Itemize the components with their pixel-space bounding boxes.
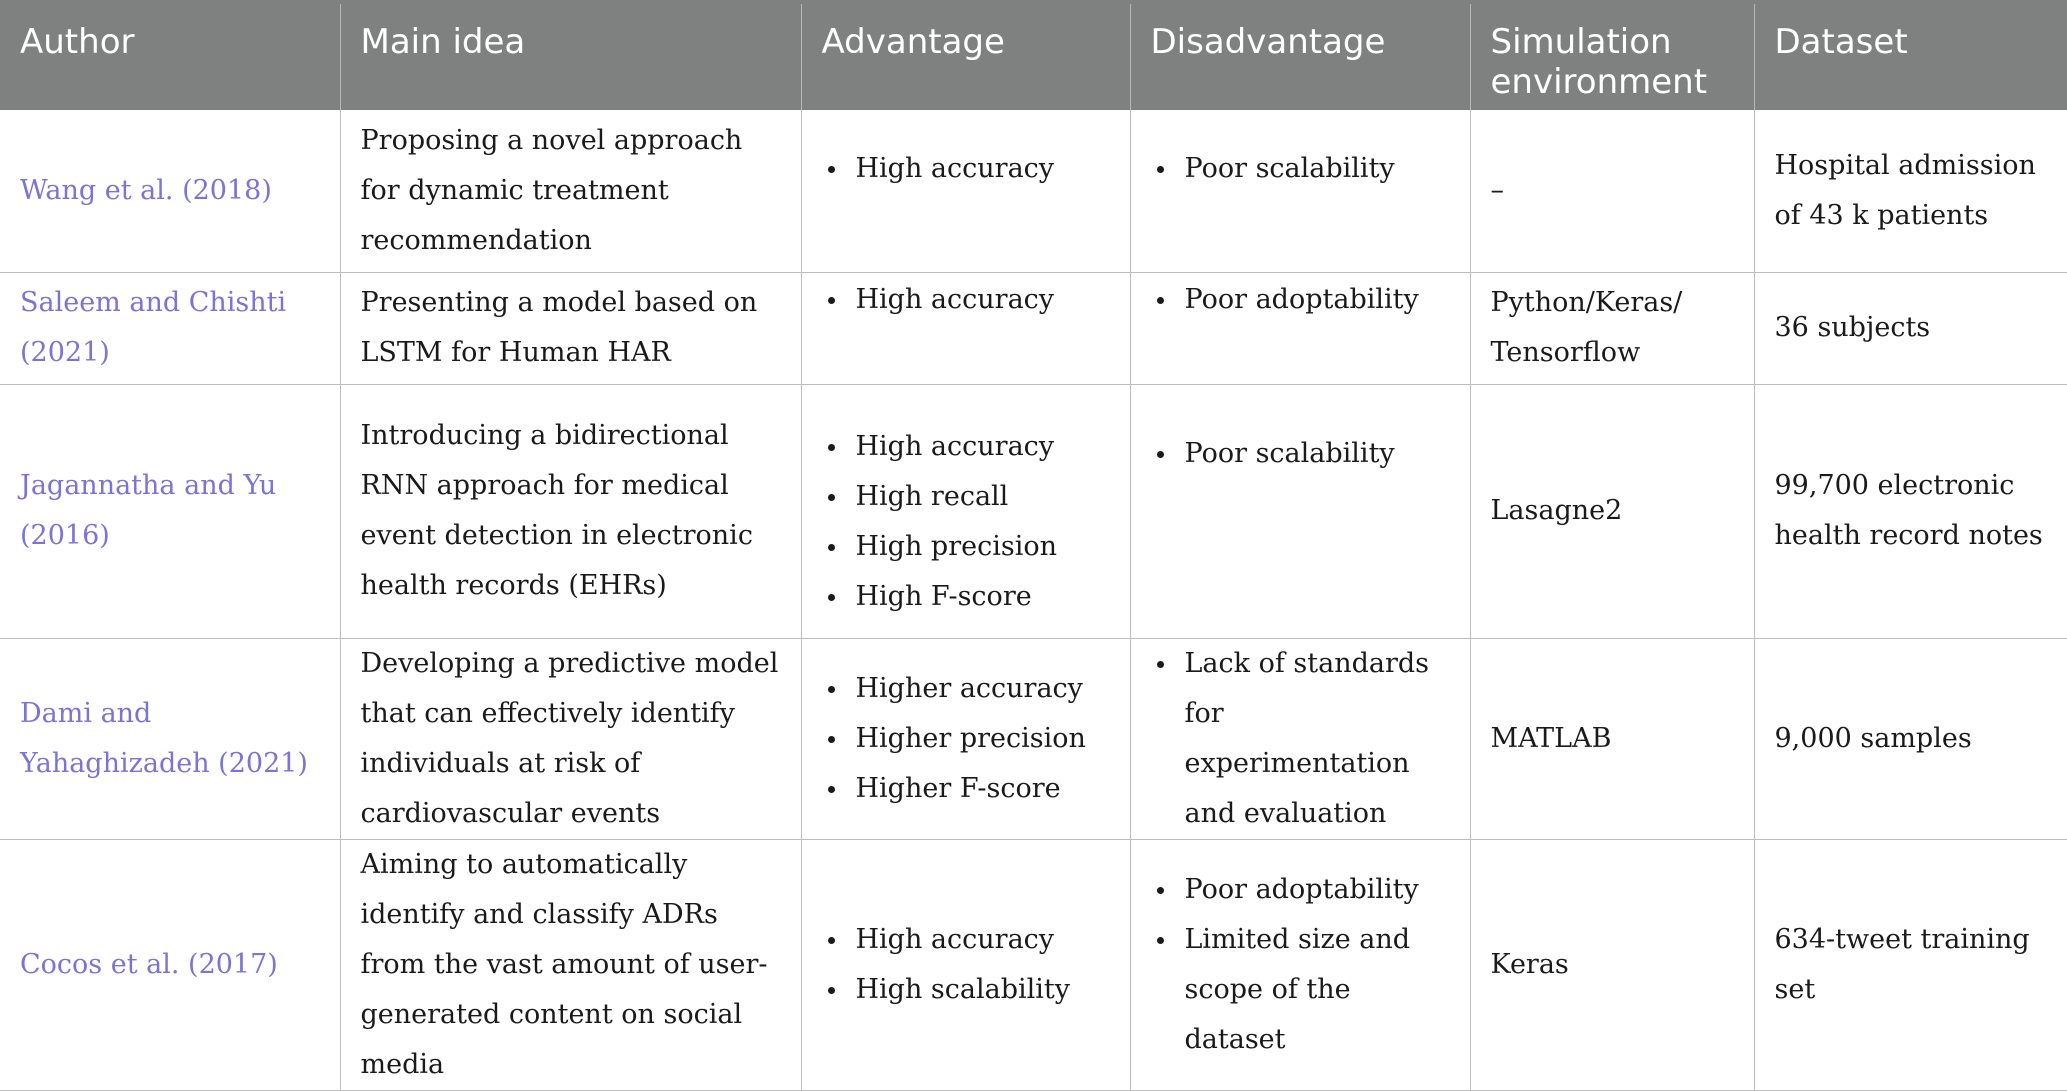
advantage-list [822, 275, 1110, 325]
disadvantage-cell [1130, 384, 1470, 638]
advantage-item: High accuracy [822, 422, 1110, 472]
advantage-item: High precision [822, 522, 1110, 572]
main-idea-cell: Proposing a novel approach for dynamic treatment recommendation [340, 110, 801, 272]
advantage-item: High scalability [822, 965, 1110, 1015]
dataset-cell: 634-tweet training set [1754, 839, 2067, 1090]
advantage-item: High accuracy [822, 915, 1110, 965]
disadvantage-cell [1130, 110, 1470, 272]
advantage-list [822, 664, 1110, 814]
disadvantage-cell [1130, 272, 1470, 384]
dataset-cell: 36 subjects [1754, 272, 2067, 384]
disadvantage-item: Poor scalability [1151, 144, 1450, 194]
environment-cell: Python/Keras/ Tensorflow [1470, 272, 1754, 384]
header-dataset: Dataset [1754, 2, 2067, 110]
advantage-item: Higher precision [822, 714, 1110, 764]
advantage-list [822, 422, 1110, 622]
advantage-list [822, 144, 1110, 194]
environment-cell: Keras [1470, 839, 1754, 1090]
author-cell[interactable] [0, 384, 340, 638]
author-cell[interactable] [0, 110, 340, 272]
main-idea-cell: Introducing a bidirectional RNN approach for medical event detection in electronic health records (EHRs) [340, 384, 801, 638]
main-idea-cell: Developing a predictive model that can effectively identify individuals at risk of cardiovascular events [340, 638, 801, 839]
table-row [0, 384, 2067, 638]
header-advantage: Advantage [801, 2, 1130, 110]
advantage-cell [801, 839, 1130, 1090]
disadvantage-item: Poor adoptability [1151, 865, 1450, 915]
table-row [0, 839, 2067, 1090]
advantage-item: Higher accuracy [822, 664, 1110, 714]
header-disadvantage: Disadvantage [1130, 2, 1470, 110]
advantage-cell [801, 110, 1130, 272]
author-link[interactable]: Cocos et al. (2017) [20, 948, 278, 980]
disadvantage-list [1151, 144, 1450, 194]
advantage-item: High accuracy [822, 275, 1110, 325]
disadvantage-list [1151, 429, 1450, 479]
advantage-item: Higher F-score [822, 764, 1110, 814]
author-link[interactable]: Wang et al. (2018) [20, 174, 272, 206]
table-row [0, 638, 2067, 839]
author-link[interactable]: Jagannatha and Yu (2016) [20, 470, 277, 551]
main-idea-cell: Aiming to automatically identify and classify ADRs from the vast amount of user-generated content on social media [340, 839, 801, 1090]
advantage-item: High accuracy [822, 144, 1110, 194]
main-idea-cell: Presenting a model based on LSTM for Human HAR [340, 272, 801, 384]
advantage-list [822, 915, 1110, 1015]
header-author: Author [0, 2, 340, 110]
environment-cell: – [1470, 110, 1754, 272]
table-body [0, 110, 2067, 1090]
disadvantage-item: Poor scalability [1151, 429, 1450, 479]
disadvantage-item: Poor adoptability [1151, 275, 1450, 325]
advantage-cell [801, 638, 1130, 839]
author-link[interactable]: Saleem and Chishti (2021) [20, 287, 287, 368]
disadvantage-list [1151, 639, 1450, 839]
header-simulation-environment: Simulation environment [1470, 2, 1754, 110]
dataset-cell: 9,000 samples [1754, 638, 2067, 839]
disadvantage-item: Lack of standards for experimentation and evaluation [1151, 639, 1450, 839]
author-cell[interactable] [0, 839, 340, 1090]
disadvantage-list [1151, 275, 1450, 325]
advantage-cell [801, 272, 1130, 384]
advantage-cell [801, 384, 1130, 638]
dataset-cell: 99,700 electronic health record notes [1754, 384, 2067, 638]
disadvantage-cell [1130, 839, 1470, 1090]
table-row [0, 272, 2067, 384]
author-cell[interactable] [0, 272, 340, 384]
advantage-item: High recall [822, 472, 1110, 522]
disadvantage-list [1151, 865, 1450, 1065]
advantage-item: High F-score [822, 572, 1110, 622]
disadvantage-cell [1130, 638, 1470, 839]
author-cell[interactable] [0, 638, 340, 839]
environment-cell: Lasagne2 [1470, 384, 1754, 638]
author-link[interactable]: Dami and Yahaghizadeh (2021) [20, 697, 308, 779]
environment-cell: MATLAB [1470, 638, 1754, 839]
dataset-cell: Hospital admission of 43 k patients [1754, 110, 2067, 272]
disadvantage-item: Limited size and scope of the dataset [1151, 915, 1450, 1065]
header-main-idea: Main idea [340, 2, 801, 110]
table-row [0, 110, 2067, 272]
table-header [0, 2, 2067, 110]
header-row [0, 2, 2067, 110]
